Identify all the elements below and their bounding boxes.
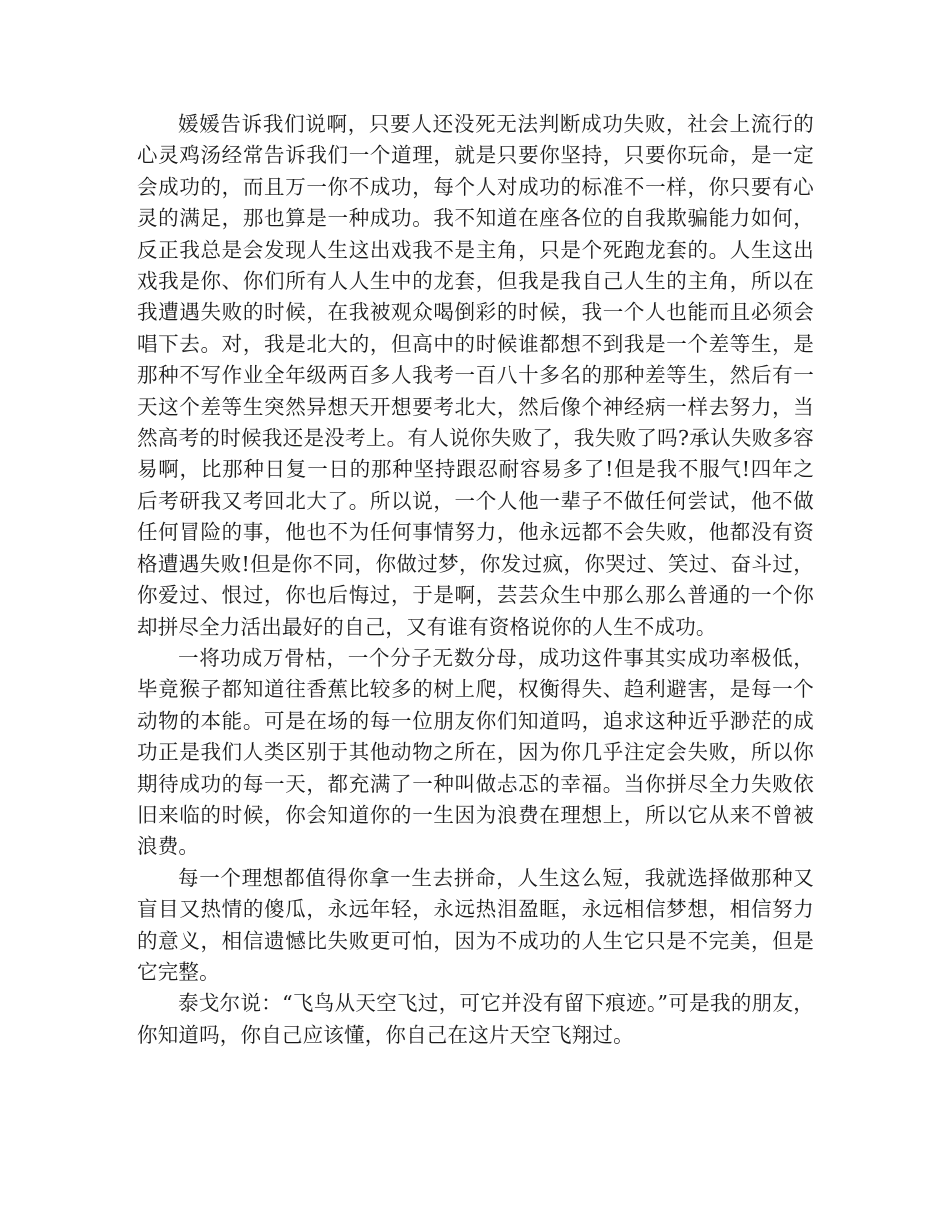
document-body <box>137 109 814 1051</box>
paragraph-1: 媛媛告诉我们说啊，只要人还没死无法判断成功失败，社会上流行的心灵鸡汤经常告诉我们一个道理，就是只要你坚持，只要你玩命，是一定会成功的，而且万一你不成功，每个人对成功的标准不一样，你只要有心灵的满足，那也算是一种成功。我不知道在座各位的自我欺骗能力如何，反正我总是会发现人生这出戏我不是主角，只是个死跑龙套的。人生这出戏我是你、你们所有人人生中的龙套，但我是我自己人生的主角，所以在我遭遇失败的时候，在我被观众喝倒彩的时候，我一个人也能而且必须会唱下去。对，我是北大的，但高中的时候谁都想不到我是一个差等生，是那种不写作业全年级两百多人我考一百八十多名的那种差等生，然后有一天这个差等生突然异想天开想要考北大，然后像个神经病一样去努力，当然高考的时候我还是没考上。有人说你失败了，我失败了吗?承认失败多容易啊，比那种日复一日的那种坚持跟忍耐容易多了!但是我不服气!四年之后考研我又考回北大了。所以说，一个人他一辈子不做任何尝试，他不做任何冒险的事，他也不为任何事情努力，他永远都不会失败，他都没有资格遭遇失败!但是你不同，你做过梦，你发过疯，你哭过、笑过、奋斗过，你爱过、恨过，你也后悔过，于是啊，芸芸众生中那么那么普通的一个你却拼尽全力活出最好的自己，又有谁有资格说你的人生不成功。 <box>137 112 814 639</box>
paragraph-3: 每一个理想都值得你拿一生去拼命，人生这么短，我就选择做那种又盲目又热情的傻瓜，永远年轻，永远热泪盈眶，永远相信梦想，相信努力的意义，相信遗憾比失败更可怕，因为不成功的人生它只是不完美，但是它完整。 <box>137 865 814 984</box>
paragraph-4: 泰戈尔说：“飞鸟从天空飞过，可它并没有留下痕迹。”可是我的朋友，你知道吗，你自己应该懂，你自己在这片天空飞翔过。 <box>137 991 814 1047</box>
paragraph-2: 一将功成万骨枯，一个分子无数分母，成功这件事其实成功率极低，毕竟猴子都知道往香蕉比较多的树上爬，权衡得失、趋利避害，是每一个动物的本能。可是在场的每一位朋友你们知道吗，追求这种近乎渺茫的成功正是我们人类区别于其他动物之所在，因为你几乎注定会失败，所以你期待成功的每一天，都充满了一种叫做忐忑的幸福。当你拼尽全力失败依旧来临的时候，你会知道你的一生因为浪费在理想上，所以它从来不曾被浪费。 <box>137 645 814 859</box>
